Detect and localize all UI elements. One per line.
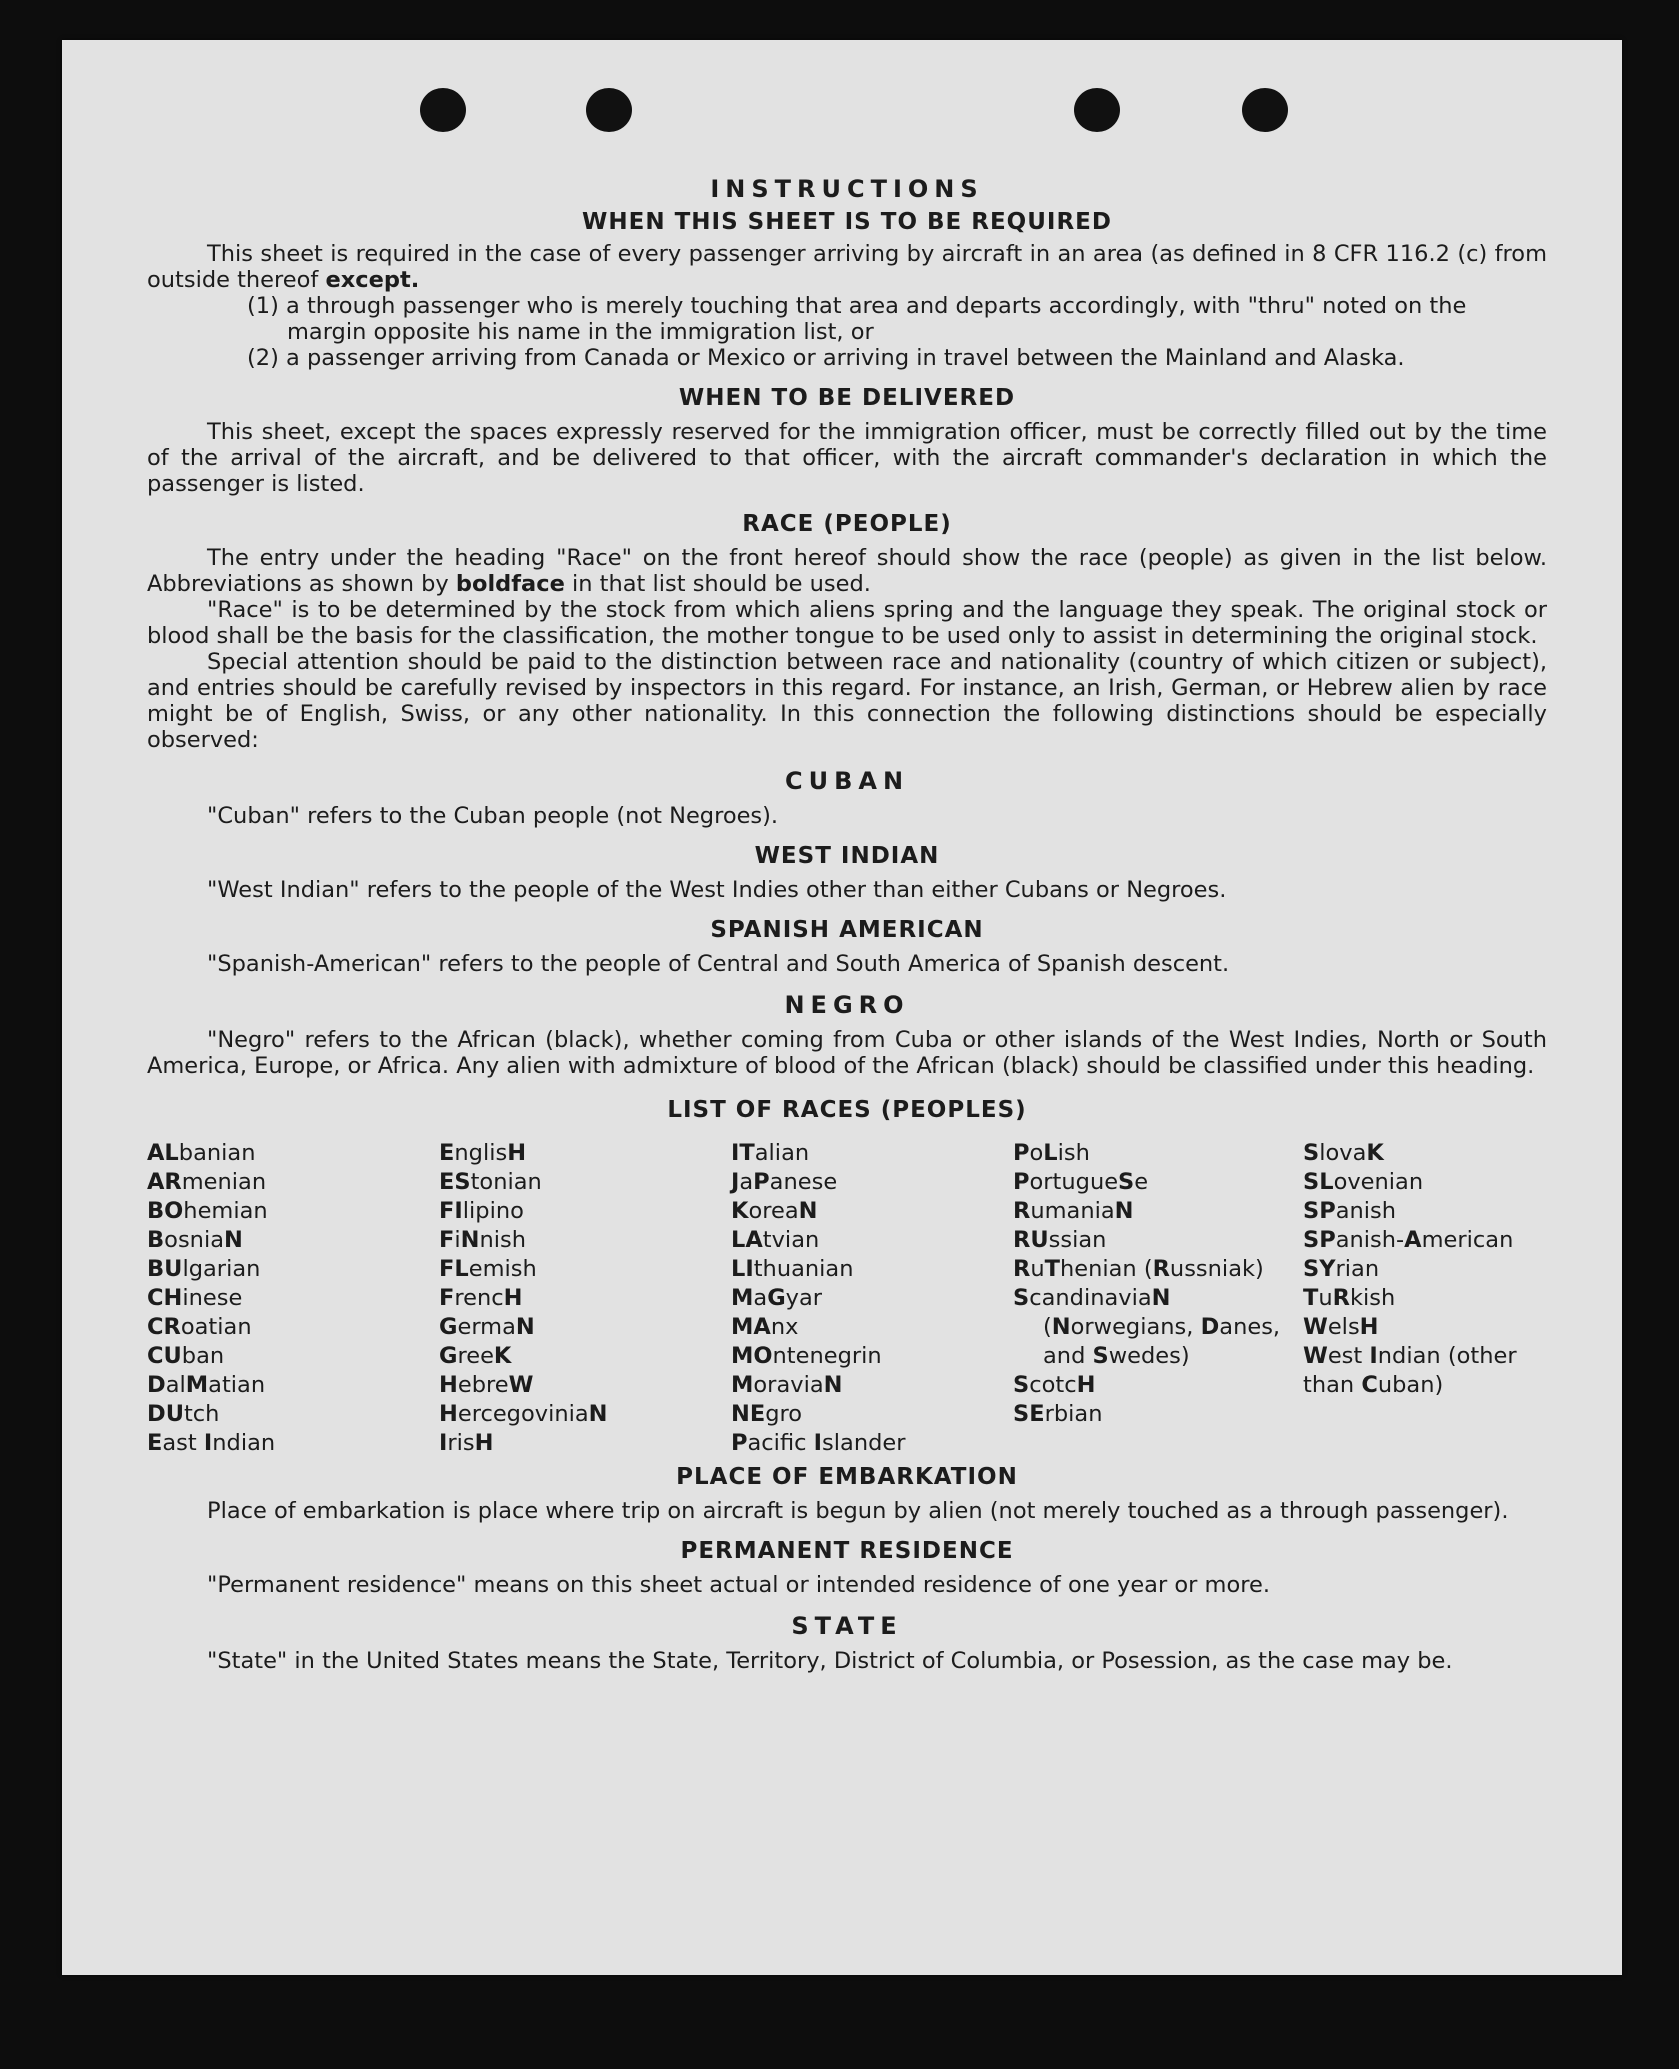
race-item: BosniaN <box>147 1227 243 1253</box>
race-item: FrencH <box>439 1285 523 1311</box>
except-text: except. <box>325 267 420 293</box>
race-item: ScandinaviaN <box>1013 1285 1171 1311</box>
cuban-text: "Cuban" refers to the Cuban people (not Negroes). <box>207 803 779 829</box>
race-item: (Norwegians, Danes, and Swedes) <box>1043 1314 1281 1369</box>
race-item: LAtvian <box>731 1227 820 1253</box>
race-item: SlovaK <box>1303 1140 1384 1166</box>
race-item: DUtch <box>147 1401 220 1427</box>
required-intro-text: This sheet is required in the case of every passenger arriving by aircraft in an area (as defined in 8 CFR 116.2 (c) from outside thereof <box>147 241 1547 293</box>
race-item: ScotcH <box>1013 1372 1096 1398</box>
race-item: RUssian <box>1013 1227 1107 1253</box>
race-item: HercegoviniaN <box>439 1401 608 1427</box>
races-list <box>147 1139 1547 1458</box>
boldface-word: boldface <box>455 571 565 597</box>
race-item: ARmenian <box>147 1169 267 1195</box>
race-item: DalMatian <box>147 1372 266 1398</box>
heading-spanish-american: SPANISH AMERICAN <box>710 917 984 943</box>
race-item: NEgro <box>731 1401 803 1427</box>
race-item: HebreW <box>439 1372 534 1398</box>
race-item: GreeK <box>439 1343 512 1369</box>
race-item: EStonian <box>439 1169 542 1195</box>
race-item: CRoatian <box>147 1314 252 1340</box>
race-item: ITalian <box>731 1140 810 1166</box>
race-item: EnglisH <box>439 1140 527 1166</box>
races-column-2 <box>439 1139 731 1458</box>
race-item: SErbian <box>1013 1401 1103 1427</box>
races-column-3 <box>731 1139 1013 1458</box>
race-item: MoraviaN <box>731 1372 843 1398</box>
race-item: CUban <box>147 1343 225 1369</box>
punch-hole <box>1074 88 1120 132</box>
state-text: "State" in the United States means the State, Territory, District of Columbia, or Posession, as the case may be. <box>207 1648 1453 1674</box>
race-item: East Indian <box>147 1430 276 1456</box>
race-paragraph-3: Special attention should be paid to the distinction between race and nationality (country of which citizen or subject), and entries should be carefully revised by inspectors in this regard. For instance, an Irish, German, or Hebrew alien by race might be of English, Swiss, or any other nationality. In this connection the following distinctions should be especially observed: <box>147 649 1547 753</box>
race-item: TuRkish <box>1303 1285 1396 1311</box>
race-item: WelsH <box>1303 1314 1379 1340</box>
race-item: FIlipino <box>439 1198 524 1224</box>
race-item: KoreaN <box>731 1198 818 1224</box>
race-item: MOntenegrin <box>731 1343 882 1369</box>
race-item: BUlgarian <box>147 1256 261 1282</box>
delivered-text: This sheet, except the spaces expressly reserved for the immigration officer, must be correctly filled out by the time of the arrival of the aircraft, and be delivered to that officer, with the aircraft commander's declaration in which the passenger is listed. <box>147 419 1547 497</box>
heading-race: RACE (PEOPLE) <box>742 511 952 537</box>
spanish-american-text: "Spanish-American" refers to the people of Central and South America of Spanish descent. <box>207 951 1230 977</box>
heading-when-required: WHEN THIS SHEET IS TO BE REQUIRED <box>582 209 1112 235</box>
race-item: RumaniaN <box>1013 1198 1134 1224</box>
heading-cuban: CUBAN <box>784 767 910 795</box>
race-paragraph-1 <box>147 545 1547 597</box>
race-item: RuThenian (Russniak) <box>1013 1256 1264 1282</box>
heading-state: STATE <box>791 1612 903 1640</box>
race-item: GermaN <box>439 1314 535 1340</box>
west-indian-text: "West Indian" refers to the people of the West Indies other than either Cubans or Negroes. <box>207 877 1227 903</box>
required-intro <box>147 241 1547 293</box>
document-page <box>62 40 1622 1975</box>
heading-permanent-residence: PERMANENT RESIDENCE <box>680 1538 1014 1564</box>
race-item: SYrian <box>1303 1256 1380 1282</box>
race-item: SPanish-American <box>1303 1227 1514 1253</box>
race-item: SPanish <box>1303 1198 1397 1224</box>
race-item: PortugueSe <box>1013 1169 1149 1195</box>
punch-hole <box>1242 88 1288 132</box>
race-item: SLovenian <box>1303 1169 1424 1195</box>
heading-place-of-embarkation: PLACE OF EMBARKATION <box>676 1464 1018 1490</box>
residence-text: "Permanent residence" means on this sheet actual or intended residence of one year or more. <box>207 1572 1270 1598</box>
race-item: JaPanese <box>731 1169 838 1195</box>
heading-list-of-races: LIST OF RACES (PEOPLES) <box>667 1097 1027 1123</box>
race-item: FiNnish <box>439 1227 527 1253</box>
heading-when-delivered: WHEN TO BE DELIVERED <box>678 385 1016 411</box>
exception-1: (1) a through passenger who is merely touching that area and departs accordingly, with "thru" noted on the margin opposite his name in the immigration list, or <box>247 293 1467 345</box>
punch-hole <box>420 88 466 132</box>
race-p1a: The entry under the heading "Race" on the front hereof should show the race (people) as given in the list below. Abbreviations as shown by <box>147 545 1547 597</box>
race-item: CHinese <box>147 1285 243 1311</box>
exception-2: (2) a passenger arriving from Canada or Mexico or arriving in travel between the Mainland and Alaska. <box>247 345 1405 371</box>
race-item: West Indian (other than Cuban) <box>1303 1343 1517 1398</box>
race-item: MaGyar <box>731 1285 823 1311</box>
heading-west-indian: WEST INDIAN <box>754 843 940 869</box>
race-item: BOhemian <box>147 1198 268 1224</box>
race-item: Pacifc Islander <box>731 1430 906 1456</box>
punch-hole <box>586 88 632 132</box>
race-paragraph-2: "Race" is to be determined by the stock from which aliens spring and the language they speak. The original stock or blood shall be the basis for the classification, the mother tongue to be used only to assist in determining the original stock. <box>147 597 1547 649</box>
race-item: ALbanian <box>147 1140 256 1166</box>
races-column-5 <box>1303 1139 1547 1458</box>
negro-text: "Negro" refers to the African (black), whether coming from Cuba or other islands of the West Indies, North or South America, Europe, or Africa. Any alien with admixture of blood of the African (black) should be classified under this heading. <box>147 1027 1547 1079</box>
race-item: FLemish <box>439 1256 537 1282</box>
races-column-1 <box>147 1139 439 1458</box>
embarkation-text: Place of embarkation is place where trip on aircraft is begun by alien (not merely touched as a through passenger). <box>207 1498 1509 1524</box>
race-p1c: in that list should be used. <box>571 571 871 597</box>
race-item: IrisH <box>439 1430 494 1456</box>
heading-instructions: INSTRUCTIONS <box>710 175 984 203</box>
heading-negro: NEGRO <box>784 991 910 1019</box>
document-body <box>147 175 1547 1674</box>
race-item: MAnx <box>731 1314 799 1340</box>
race-item: LIthuanian <box>731 1256 854 1282</box>
race-item: PoLish <box>1013 1140 1090 1166</box>
races-column-4 <box>1013 1139 1303 1458</box>
